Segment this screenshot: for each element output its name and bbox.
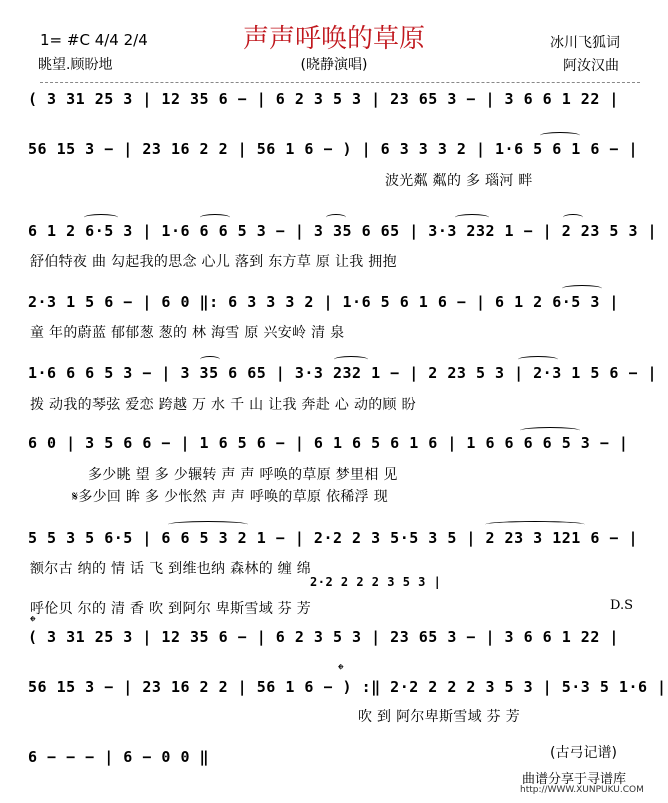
slur-mark [200, 214, 230, 221]
lyric-row-3: 舒伯特夜 曲 勾起我的思念 心儿 落到 东方草 原 让我 拥抱 [30, 254, 397, 270]
song-title: 声声呼唤的草原 [242, 24, 425, 54]
notation-row-3: 6 1 2 6·5 3 | 1·6 6 6 5 3 − | 3 35 6 65 | 3·3 232 1 − | 2 23 5 3 | [28, 222, 658, 240]
notation-row-1: ( 3 31 25 3 | 12 35 6 − | 6 2 3 5 3 | 23 65 3 − | 3 6 6 1 22 | [28, 90, 619, 108]
slur-mark [326, 214, 346, 221]
slur-mark [200, 356, 220, 363]
lyric-row-4: 童 年的蔚蓝 郁郁葱 葱的 林 海雪 原 兴安岭 清 泉 [30, 325, 345, 341]
lyric-row-7a: 额尔古 纳的 情 话 飞 到维也纳 森林的 缠 绵 [30, 561, 312, 577]
slur-mark [540, 132, 580, 139]
notation-row-8: ( 3 31 25 3 | 12 35 6 − | 6 2 3 5 3 | 23 65 3 − | 3 6 6 1 22 | [28, 628, 619, 646]
coda-icon-2: 𝄌 [338, 660, 344, 679]
notation-row-2: 56 15 3 − | 23 16 2 2 | 56 1 6 − ) | 6 3 3 3 2 | 1·6 5 6 1 6 − | [28, 140, 638, 158]
slur-mark [485, 521, 585, 528]
notation-row-10: 6 − − − | 6 − 0 0 ‖ [28, 748, 210, 766]
header-divider [40, 82, 640, 83]
coda-icon: 𝄌 [30, 612, 36, 631]
slur-mark [84, 214, 118, 221]
ds-marking: D.S [610, 598, 633, 613]
site-url[interactable]: http://WWW.XUNPUKU.COM [520, 785, 644, 795]
lyric-row-5: 拨 动我的琴弦 爱恋 跨越 万 水 千 山 让我 奔赴 心 动的顾 盼 [30, 397, 416, 413]
notation-row-5: 1·6 6 6 5 3 − | 3 35 6 65 | 3·3 232 1 − | 2 23 5 3 | 2·3 1 5 6 − | [28, 364, 658, 382]
slur-mark [562, 285, 602, 292]
lyric-row-6a: 多少眺 望 多 少辗转 声 声 呼唤的草原 梦里相 见 [88, 467, 398, 483]
slur-mark [563, 214, 583, 221]
tempo-marking: 眺望.顾盼地 [38, 57, 113, 73]
slur-mark [455, 214, 489, 221]
lyricist-credit: 冰川飞狐词 [550, 35, 620, 51]
notation-row-4: 2·3 1 5 6 − | 6 0 ‖: 6 3 3 3 2 | 1·6 5 6 1 6 − | 6 1 2 6·5 3 | [28, 293, 619, 311]
slur-mark [168, 521, 248, 528]
slur-mark [520, 427, 580, 434]
transcriber-credit: (古弓记谱) [550, 745, 617, 761]
notation-row-9: 56 15 3 − | 23 16 2 2 | 56 1 6 − ) :‖ 2·2 2 2 2 3 5 3 | 5·3 5 1·6 | [28, 678, 667, 696]
composer-credit: 阿汝汉曲 [563, 58, 619, 74]
lyric-row-2: 波光粼 粼的 多 瑙河 畔 [385, 173, 533, 189]
lyric-row-7b: 呼伦贝 尔的 清 香 吹 到阿尔 卑斯雪域 芬 芳 [30, 601, 312, 617]
lyric-row-6b: 𝄋多少回 眸 多 少怅然 声 声 呼唤的草原 依稀浮 现 [72, 489, 389, 505]
notation-row-7: 5 5 3 5 6·5 | 6 6 5 3 2 1 − | 2·2 2 3 5·5 3 5 | 2 23 3 121 6 − | [28, 529, 638, 547]
key-signature: 1= #C 4/4 2/4 [40, 31, 148, 49]
share-credit: 曲谱分享于寻谱库 [522, 772, 627, 787]
slur-mark [334, 356, 368, 363]
singer-credit: (晓静演唱) [300, 57, 368, 73]
notation-row-6: 6 0 | 3 5 6 6 − | 1 6 5 6 − | 6 1 6 5 6 1 6 | 1 6 6 6 6 5 3 − | [28, 434, 629, 452]
notation-row-7b: 2·2 2 2 2 3 5 3 | [310, 575, 442, 589]
slur-mark [518, 356, 558, 363]
lyric-row-9: 吹 到 阿尔卑斯雪域 芬 芳 [358, 709, 520, 725]
